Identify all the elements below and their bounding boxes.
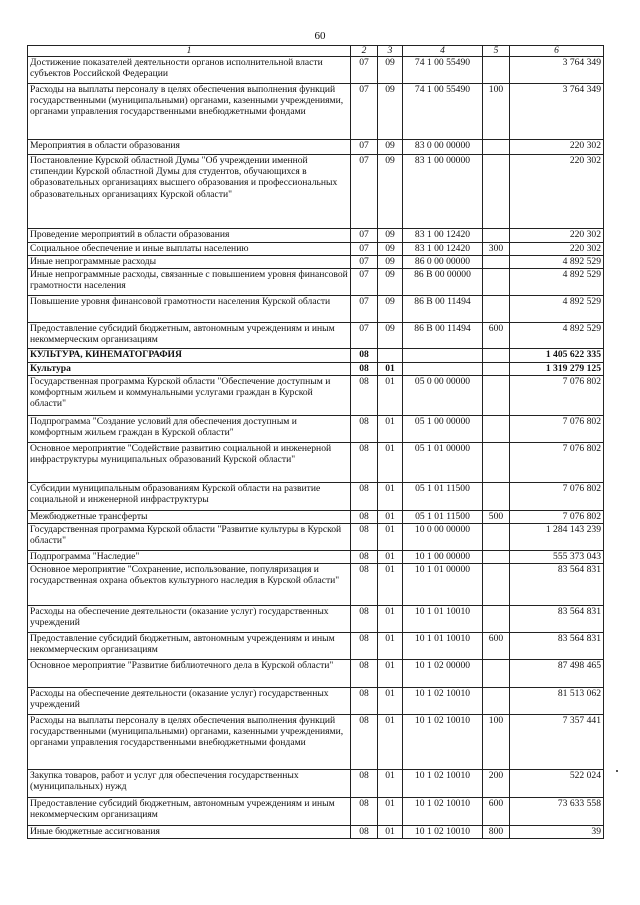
table-row [28, 715, 604, 770]
row-amount-cell: 73 633 558 [510, 798, 604, 826]
row-section-cell: 07 [351, 323, 378, 349]
row-amount-cell: 3 764 349 [510, 84, 604, 140]
row-name-cell: Межбюджетные трансферты [28, 511, 351, 524]
table-row [28, 688, 604, 715]
row-section-cell: 07 [351, 84, 378, 140]
row-name-cell: Расходы на обеспечение деятельности (оказание услуг) государственных учреждений [28, 606, 351, 633]
row-section-cell: 08 [351, 660, 378, 688]
row-subsection-cell: 01 [378, 688, 403, 715]
row-section-cell: 08 [351, 363, 378, 376]
row-expense-type-cell [483, 296, 510, 323]
row-subsection-cell: 01 [378, 798, 403, 826]
row-section-cell: 08 [351, 511, 378, 524]
row-amount-cell: 83 564 831 [510, 564, 604, 606]
table-row [28, 551, 604, 564]
table-row [28, 511, 604, 524]
row-expense-type-cell [483, 524, 510, 551]
row-subsection-cell: 09 [378, 229, 403, 243]
row-name-cell: Повышение уровня финансовой грамотности населения Курской области [28, 296, 351, 323]
row-amount-cell: 1 284 143 239 [510, 524, 604, 551]
row-expense-type-cell: 600 [483, 323, 510, 349]
row-expense-type-cell: 300 [483, 243, 510, 256]
row-amount-cell: 4 892 529 [510, 256, 604, 269]
row-subsection-cell: 09 [378, 243, 403, 256]
row-amount-cell: 1 405 622 335 [510, 349, 604, 363]
row-subsection-cell: 01 [378, 416, 403, 443]
row-subsection-cell: 01 [378, 826, 403, 839]
row-amount-cell: 7 076 802 [510, 376, 604, 416]
row-name-cell: Закупка товаров, работ и услуг для обеспечения государственных (муниципальных) нужд [28, 770, 351, 798]
row-subsection-cell [378, 349, 403, 363]
row-target-article-cell: 05 1 01 11500 [403, 483, 483, 511]
row-name-cell: Иные бюджетные ассигнования [28, 826, 351, 839]
row-target-article-cell: 10 1 02 10010 [403, 798, 483, 826]
row-name-cell: Культура [28, 363, 351, 376]
row-section-cell: 08 [351, 715, 378, 770]
table-row [28, 140, 604, 155]
row-target-article-cell: 10 1 02 10010 [403, 770, 483, 798]
row-subsection-cell: 01 [378, 551, 403, 564]
table-row [28, 770, 604, 798]
row-amount-cell: 4 892 529 [510, 296, 604, 323]
row-expense-type-cell: 200 [483, 770, 510, 798]
row-section-cell: 07 [351, 256, 378, 269]
table-row [28, 443, 604, 483]
table-row [28, 349, 604, 363]
row-section-cell: 07 [351, 296, 378, 323]
table-row [28, 376, 604, 416]
row-section-cell: 07 [351, 57, 378, 84]
row-target-article-cell: 86 0 00 00000 [403, 256, 483, 269]
row-section-cell: 08 [351, 770, 378, 798]
row-target-article-cell: 10 1 02 00000 [403, 660, 483, 688]
row-subsection-cell: 01 [378, 564, 403, 606]
row-expense-type-cell [483, 269, 510, 296]
row-subsection-cell: 09 [378, 269, 403, 296]
row-amount-cell: 522 024 [510, 770, 604, 798]
row-subsection-cell: 09 [378, 256, 403, 269]
header-col-5: 5 [483, 46, 510, 57]
row-section-cell: 07 [351, 243, 378, 256]
row-target-article-cell: 83 1 00 12420 [403, 243, 483, 256]
row-amount-cell: 7 076 802 [510, 443, 604, 483]
row-expense-type-cell: 100 [483, 84, 510, 140]
row-target-article-cell: 10 1 01 10010 [403, 606, 483, 633]
row-name-cell: Расходы на выплаты персоналу в целях обеспечения выполнения функций государственными (муниципальными) органами, казенными учреждениями, органами управления государственными внебюджетными фондами [28, 715, 351, 770]
row-name-cell: Подпрограмма "Создание условий для обеспечения доступным и комфортным жильем граждан в Курской области" [28, 416, 351, 443]
row-name-cell: Субсидии муниципальным образованиям Курской области на развитие социальной и инженерной инфраструктуры [28, 483, 351, 511]
row-target-article-cell [403, 349, 483, 363]
row-section-cell: 08 [351, 376, 378, 416]
row-expense-type-cell [483, 606, 510, 633]
row-section-cell: 07 [351, 140, 378, 155]
row-expense-type-cell [483, 155, 510, 229]
table-row [28, 633, 604, 660]
row-amount-cell: 220 302 [510, 229, 604, 243]
row-amount-cell: 4 892 529 [510, 323, 604, 349]
row-expense-type-cell [483, 57, 510, 84]
row-amount-cell: 1 319 279 125 [510, 363, 604, 376]
row-subsection-cell: 01 [378, 511, 403, 524]
row-target-article-cell: 05 1 00 00000 [403, 416, 483, 443]
row-subsection-cell: 01 [378, 443, 403, 483]
row-section-cell: 08 [351, 443, 378, 483]
row-target-article-cell: 10 1 01 10010 [403, 633, 483, 660]
header-col-2: 2 [351, 46, 378, 57]
row-amount-cell: 7 076 802 [510, 416, 604, 443]
header-col-1: 1 [28, 46, 351, 57]
row-name-cell: КУЛЬТУРА, КИНЕМАТОГРАФИЯ [28, 349, 351, 363]
row-name-cell: Достижение показателей деятельности органов исполнительной власти субъектов Российской Федерации [28, 57, 351, 84]
table-row [28, 798, 604, 826]
row-amount-cell: 81 513 062 [510, 688, 604, 715]
row-section-cell: 08 [351, 798, 378, 826]
row-name-cell: Государственная программа Курской области "Обеспечение доступным и комфортным жильем и коммунальными услугами граждан в Курской области" [28, 376, 351, 416]
row-amount-cell: 87 498 465 [510, 660, 604, 688]
row-expense-type-cell [483, 551, 510, 564]
row-amount-cell: 220 302 [510, 243, 604, 256]
row-expense-type-cell [483, 564, 510, 606]
page-number: 60 [314, 30, 326, 42]
row-expense-type-cell [483, 660, 510, 688]
table-row [28, 269, 604, 296]
table-row [28, 363, 604, 376]
row-name-cell: Иные непрограммные расходы, связанные с повышением уровня финансовой грамотности населения [28, 269, 351, 296]
row-subsection-cell: 09 [378, 323, 403, 349]
table-row [28, 256, 604, 269]
header-col-3: 3 [378, 46, 403, 57]
row-name-cell: Государственная программа Курской области "Развитие культуры в Курской области" [28, 524, 351, 551]
table-row [28, 323, 604, 349]
row-target-article-cell: 10 1 02 10010 [403, 715, 483, 770]
row-amount-cell: 83 564 831 [510, 606, 604, 633]
row-subsection-cell: 01 [378, 524, 403, 551]
row-name-cell: Иные непрограммные расходы [28, 256, 351, 269]
row-amount-cell: 7 076 802 [510, 483, 604, 511]
row-subsection-cell: 09 [378, 296, 403, 323]
row-amount-cell: 39 [510, 826, 604, 839]
row-target-article-cell: 86 В 00 11494 [403, 323, 483, 349]
row-target-article-cell: 05 1 01 11500 [403, 511, 483, 524]
row-section-cell: 08 [351, 606, 378, 633]
row-name-cell: Предоставление субсидий бюджетным, автономным учреждениям и иным некоммерческим организациям [28, 798, 351, 826]
row-expense-type-cell [483, 376, 510, 416]
table-row [28, 155, 604, 229]
row-amount-cell: 220 302 [510, 155, 604, 229]
row-section-cell: 07 [351, 155, 378, 229]
row-target-article-cell: 10 1 00 00000 [403, 551, 483, 564]
table-row [28, 483, 604, 511]
row-target-article-cell: 05 0 00 00000 [403, 376, 483, 416]
row-target-article-cell: 83 1 00 12420 [403, 229, 483, 243]
row-expense-type-cell [483, 349, 510, 363]
table-row [28, 296, 604, 323]
row-section-cell: 08 [351, 349, 378, 363]
row-name-cell: Расходы на выплаты персоналу в целях обеспечения выполнения функций государственными (муниципальными) органами, казенными учреждениями, органами управления государственными внебюджетными фондами [28, 84, 351, 140]
row-expense-type-cell: 800 [483, 826, 510, 839]
row-target-article-cell: 83 1 00 00000 [403, 155, 483, 229]
row-amount-cell: 4 892 529 [510, 269, 604, 296]
row-subsection-cell: 01 [378, 660, 403, 688]
row-target-article-cell: 86 В 00 00000 [403, 269, 483, 296]
row-name-cell: Подпрограмма "Наследие" [28, 551, 351, 564]
row-amount-cell: 7 357 441 [510, 715, 604, 770]
table-row [28, 84, 604, 140]
row-subsection-cell: 09 [378, 84, 403, 140]
row-expense-type-cell [483, 416, 510, 443]
row-amount-cell: 83 564 831 [510, 633, 604, 660]
row-name-cell: Постановление Курской областной Думы "Об учреждении именной стипендии Курской областной Думы для студентов, обучающихся в образовательных организациях высшего образования и профессиональных образовательных организациях Курской области" [28, 155, 351, 229]
row-section-cell: 08 [351, 524, 378, 551]
row-name-cell: Расходы на обеспечение деятельности (оказание услуг) государственных учреждений [28, 688, 351, 715]
row-target-article-cell: 86 В 00 11494 [403, 296, 483, 323]
table-row [28, 564, 604, 606]
table-row [28, 243, 604, 256]
row-expense-type-cell [483, 256, 510, 269]
row-target-article-cell: 74 1 00 55490 [403, 57, 483, 84]
row-section-cell: 08 [351, 416, 378, 443]
table-row [28, 826, 604, 839]
row-subsection-cell: 01 [378, 633, 403, 660]
row-amount-cell: 3 764 349 [510, 57, 604, 84]
column-number-header [28, 46, 604, 57]
row-amount-cell: 7 076 802 [510, 511, 604, 524]
row-target-article-cell: 10 1 01 00000 [403, 564, 483, 606]
row-section-cell: 08 [351, 551, 378, 564]
row-subsection-cell: 09 [378, 155, 403, 229]
table-row [28, 606, 604, 633]
row-expense-type-cell [483, 483, 510, 511]
row-target-article-cell: 10 1 02 10010 [403, 688, 483, 715]
row-section-cell: 08 [351, 688, 378, 715]
row-target-article-cell: 74 1 00 55490 [403, 84, 483, 140]
row-expense-type-cell [483, 140, 510, 155]
row-expense-type-cell: 600 [483, 798, 510, 826]
row-section-cell: 08 [351, 633, 378, 660]
row-expense-type-cell [483, 229, 510, 243]
row-target-article-cell: 05 1 01 00000 [403, 443, 483, 483]
table-row [28, 660, 604, 688]
row-target-article-cell: 10 0 00 00000 [403, 524, 483, 551]
table-row [28, 57, 604, 84]
row-target-article-cell [403, 363, 483, 376]
budget-table [27, 45, 604, 839]
table-row [28, 229, 604, 243]
row-name-cell: Основное мероприятие "Сохранение, использование, популяризация и государственная охрана объектов культурного наследия в Курской области" [28, 564, 351, 606]
row-expense-type-cell: 100 [483, 715, 510, 770]
row-section-cell: 08 [351, 564, 378, 606]
row-expense-type-cell [483, 688, 510, 715]
row-section-cell: 08 [351, 483, 378, 511]
header-col-4: 4 [403, 46, 483, 57]
row-subsection-cell: 01 [378, 606, 403, 633]
header-col-6: 6 [510, 46, 604, 57]
row-subsection-cell: 09 [378, 57, 403, 84]
row-subsection-cell: 01 [378, 770, 403, 798]
row-amount-cell: 555 373 043 [510, 551, 604, 564]
row-section-cell: 07 [351, 229, 378, 243]
row-section-cell: 08 [351, 826, 378, 839]
row-name-cell: Основное мероприятие "Развитие библиотечного дела в Курской области" [28, 660, 351, 688]
row-name-cell: Социальное обеспечение и иные выплаты населению [28, 243, 351, 256]
row-expense-type-cell: 500 [483, 511, 510, 524]
row-subsection-cell: 01 [378, 715, 403, 770]
row-expense-type-cell: 600 [483, 633, 510, 660]
row-amount-cell: 220 302 [510, 140, 604, 155]
row-expense-type-cell [483, 443, 510, 483]
row-name-cell: Мероприятия в области образования [28, 140, 351, 155]
row-subsection-cell: 01 [378, 363, 403, 376]
row-name-cell: Основное мероприятие "Содействие развитию социальной и инженерной инфраструктуры муниципальных образований Курской области" [28, 443, 351, 483]
row-expense-type-cell [483, 363, 510, 376]
table-row [28, 524, 604, 551]
table-row [28, 416, 604, 443]
row-subsection-cell: 01 [378, 483, 403, 511]
row-target-article-cell: 10 1 02 10010 [403, 826, 483, 839]
row-name-cell: Предоставление субсидий бюджетным, автономным учреждениям и иным некоммерческим организациям [28, 323, 351, 349]
row-name-cell: Предоставление субсидий бюджетным, автономным учреждениям и иным некоммерческим организациям [28, 633, 351, 660]
row-target-article-cell: 83 0 00 00000 [403, 140, 483, 155]
row-subsection-cell: 09 [378, 140, 403, 155]
row-section-cell: 07 [351, 269, 378, 296]
row-name-cell: Проведение мероприятий в области образования [28, 229, 351, 243]
scan-mark [616, 770, 618, 772]
row-subsection-cell: 01 [378, 376, 403, 416]
